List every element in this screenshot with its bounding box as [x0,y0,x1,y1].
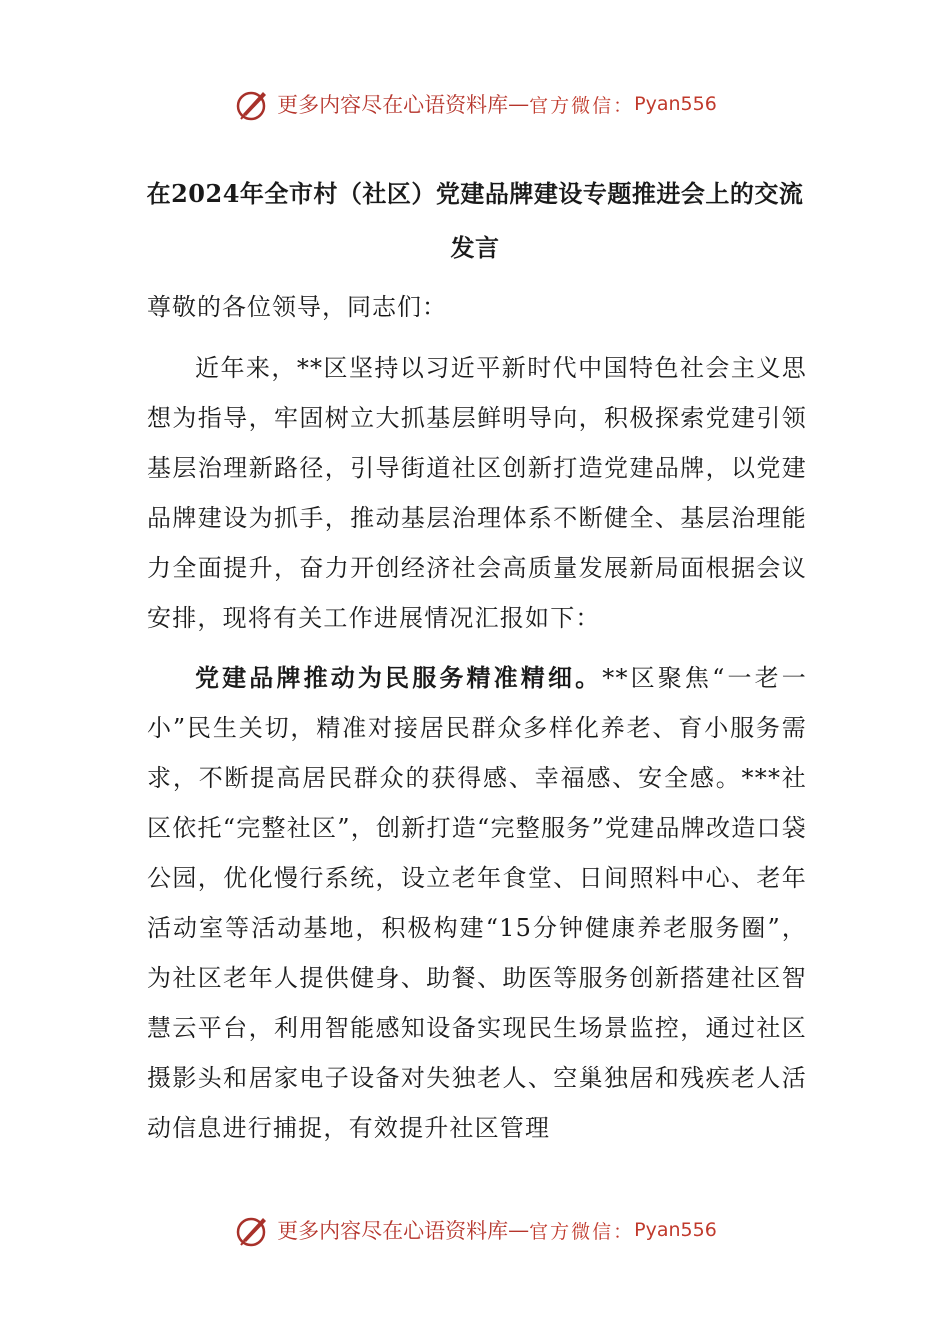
banner-separator: — [508,1218,530,1242]
banner-slogan: 更多内容尽在心语资料库 [277,93,509,117]
footer-watermark-banner [0,1210,950,1250]
paragraph-service [147,653,807,1153]
paragraph-lead-heading: 党建品牌推动为民服务精准精细。 [195,663,603,692]
quill-pen-logo-icon [233,84,273,124]
banner-wechat-label: 官方微信： [529,94,635,117]
banner-wechat-label: 官方微信： [529,1220,635,1243]
banner-wechat-id: Pyan556 [634,1219,717,1241]
quill-pen-logo-icon [233,1210,273,1250]
banner-slogan: 更多内容尽在心语资料库 [277,1219,509,1243]
salutation: 尊敬的各位领导，同志们： [147,293,447,321]
paragraph-intro: 近年来，**区坚持以习近平新时代中国特色社会主义思想为指导，牢固树立大抓基层鲜明导向，积极探索党建引领基层治理新路径，引导街道社区创新打造党建品牌，以党建品牌建设为抓手，推动基层治理体系不断健全、基层治理能力全面提升，奋力开创经济社会高质量发展新局面根据会议安排，现将有关工作进展情况汇报如下： [147,354,807,632]
paragraph-body: **区聚焦“一老一小”民生关切，精准对接居民群众多样化养老、育小服务需求，不断提高居民群众的获得感、幸福感、安全感。***社区依托“完整社区”，创新打造“完整服务”党建品牌改造口袋公园，优化慢行系统，设立老年食堂、日间照料中心、老年活动室等活动基地，积极构建“15分钟健康养老服务圈”，为社区老年人提供健身、助餐、助医等服务创新搭建社区智慧云平台，利用智能感知设备实现民生场景监控，通过社区摄影头和居家电子设备对失独老人、空巢独居和残疾老人活动信息进行捕捉，有效提升社区管理 [147,664,807,1142]
document-title: 在2024年全市村（社区）党建品牌建设专题推进会上的交流发言 [146,179,804,262]
banner-wechat-id: Pyan556 [634,93,717,115]
banner-separator: — [508,92,530,116]
header-watermark-banner [0,84,950,124]
